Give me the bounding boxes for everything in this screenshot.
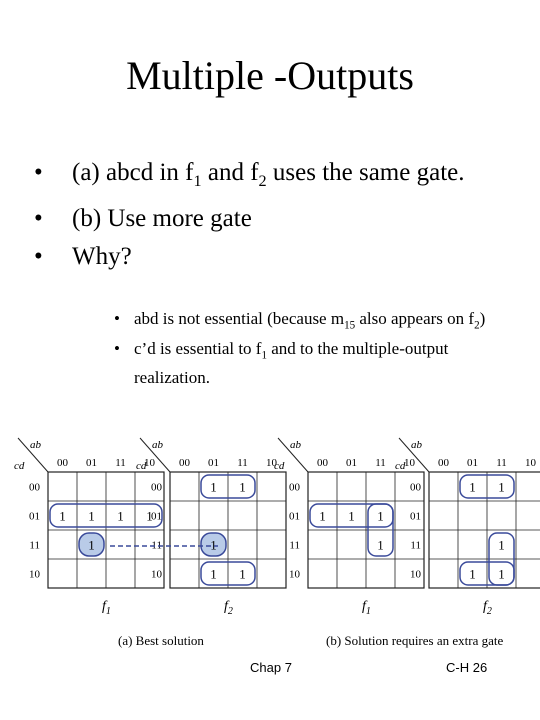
- kmap-row-label: 10: [29, 568, 40, 581]
- kmap-col-var: ab: [152, 439, 163, 451]
- kmap-row-var: cd: [274, 460, 285, 472]
- kmap-minterm-one: 1: [210, 537, 217, 553]
- karnaugh-maps-figure: [8, 432, 536, 662]
- kmap-row-label: 01: [151, 510, 162, 523]
- kmap-col-label: 10: [266, 457, 277, 469]
- bullet-marker: •: [34, 243, 43, 270]
- kmap-col-label: 11: [496, 457, 507, 469]
- kmap-minterm-one: 1: [239, 566, 246, 582]
- kmap-minterm-one: 1: [210, 566, 217, 582]
- kmap-row-label: 01: [29, 510, 40, 523]
- kmap-row-var: cd: [14, 460, 25, 472]
- footer-page-number: C-H 26: [446, 660, 488, 675]
- bullet-marker: •: [34, 159, 43, 186]
- kmap-minterm-one: 1: [146, 508, 153, 524]
- kmap-row-label: 01: [410, 510, 421, 523]
- kmap-minterm-one: 1: [377, 508, 384, 524]
- kmap-col-label: 00: [438, 457, 449, 469]
- kmap-col-label: 11: [115, 457, 126, 469]
- kmap-minterm-one: 1: [469, 566, 476, 582]
- kmap-col-label: 10: [144, 457, 155, 469]
- kmap-col-label: 01: [86, 457, 97, 469]
- kmap-col-label: 00: [179, 457, 190, 469]
- bullet-item-a: • (a) abcd in $f_1$ and $f_2$ uses the same gate.: [32, 156, 522, 198]
- sub-bullet-list: [114, 308, 494, 391]
- kmap-function-label: $f_2$: [483, 599, 492, 617]
- bullet-marker: •: [114, 309, 120, 328]
- bullet-marker: •: [114, 339, 120, 359]
- kmap-minterm-one: 1: [377, 537, 384, 553]
- bullet-item-b: • (b) Use more gate: [32, 202, 522, 236]
- kmap-col-label: 01: [208, 457, 219, 469]
- footer-chapter: Chap 7: [250, 660, 292, 675]
- kmap-col-label: 11: [375, 457, 386, 469]
- kmap-row-label: 11: [29, 539, 40, 552]
- kmap-col-label: 01: [467, 457, 478, 469]
- kmap-minterm-one: 1: [498, 566, 505, 582]
- sub-bullet-abd: • abd is not essential (because $m_{15}$ also appears on $f_2$): [114, 309, 486, 332]
- kmap-row-label: 00: [29, 481, 40, 494]
- kmap-col-label: 01: [346, 457, 357, 469]
- kmap-row-label: 11: [151, 539, 162, 552]
- kmap-col-label: 00: [57, 457, 68, 469]
- kmap-minterm-one: 1: [469, 479, 476, 495]
- kmap-minterm-one: 1: [319, 508, 326, 524]
- kmap-row-label: 00: [151, 481, 162, 494]
- kmap-col-var: ab: [30, 439, 41, 451]
- kmap-col-var: ab: [290, 439, 301, 451]
- bullet-item-why: • Why?: [32, 240, 522, 274]
- kmap-minterm-one: 1: [88, 537, 95, 553]
- kmap-minterm-one: 1: [498, 537, 505, 553]
- kmap-minterm-one: 1: [88, 508, 95, 524]
- sub-bullet-cd: • c’d is essential to $f_1$ and to the multiple-output realization.: [114, 339, 449, 387]
- caption-extra-gate: (b) Solution requires an extra gate: [326, 633, 504, 648]
- kmap-function-label: $f_2$: [224, 599, 233, 617]
- kmap-row-label: 10: [289, 568, 300, 581]
- kmap-minterm-one: 1: [117, 508, 124, 524]
- kmap-row-var: cd: [136, 460, 147, 472]
- kmap-function-label: $f_1$: [362, 599, 371, 617]
- kmap-row-label: 00: [410, 481, 421, 494]
- kmap-minterm-one: 1: [59, 508, 66, 524]
- caption-best-solution: (a) Best solution: [118, 633, 204, 648]
- kmap-minterm-one: 1: [498, 479, 505, 495]
- kmap-row-var: cd: [395, 460, 406, 472]
- slide-title: Multiple -Outputs: [126, 53, 414, 98]
- kmap-col-label: 10: [404, 457, 415, 469]
- kmap-col-label: 11: [237, 457, 248, 469]
- kmap-minterm-one: 1: [348, 508, 355, 524]
- kmap-row-label: 00: [289, 481, 300, 494]
- kmap-row-label: 11: [289, 539, 300, 552]
- kmap-row-label: 01: [289, 510, 300, 523]
- kmap-function-label: $f_1$: [102, 599, 111, 617]
- kmap-row-label: 11: [410, 539, 421, 552]
- kmap-row-label: 10: [151, 568, 162, 581]
- kmap-minterm-one: 1: [239, 479, 246, 495]
- kmap-row-label: 10: [410, 568, 421, 581]
- bullet-marker: •: [34, 205, 43, 232]
- kmap-col-label: 00: [317, 457, 328, 469]
- kmap-col-var: ab: [411, 439, 422, 451]
- kmap-minterm-one: 1: [210, 479, 217, 495]
- kmap-col-label: 10: [525, 457, 536, 469]
- bullet-list: [32, 156, 522, 278]
